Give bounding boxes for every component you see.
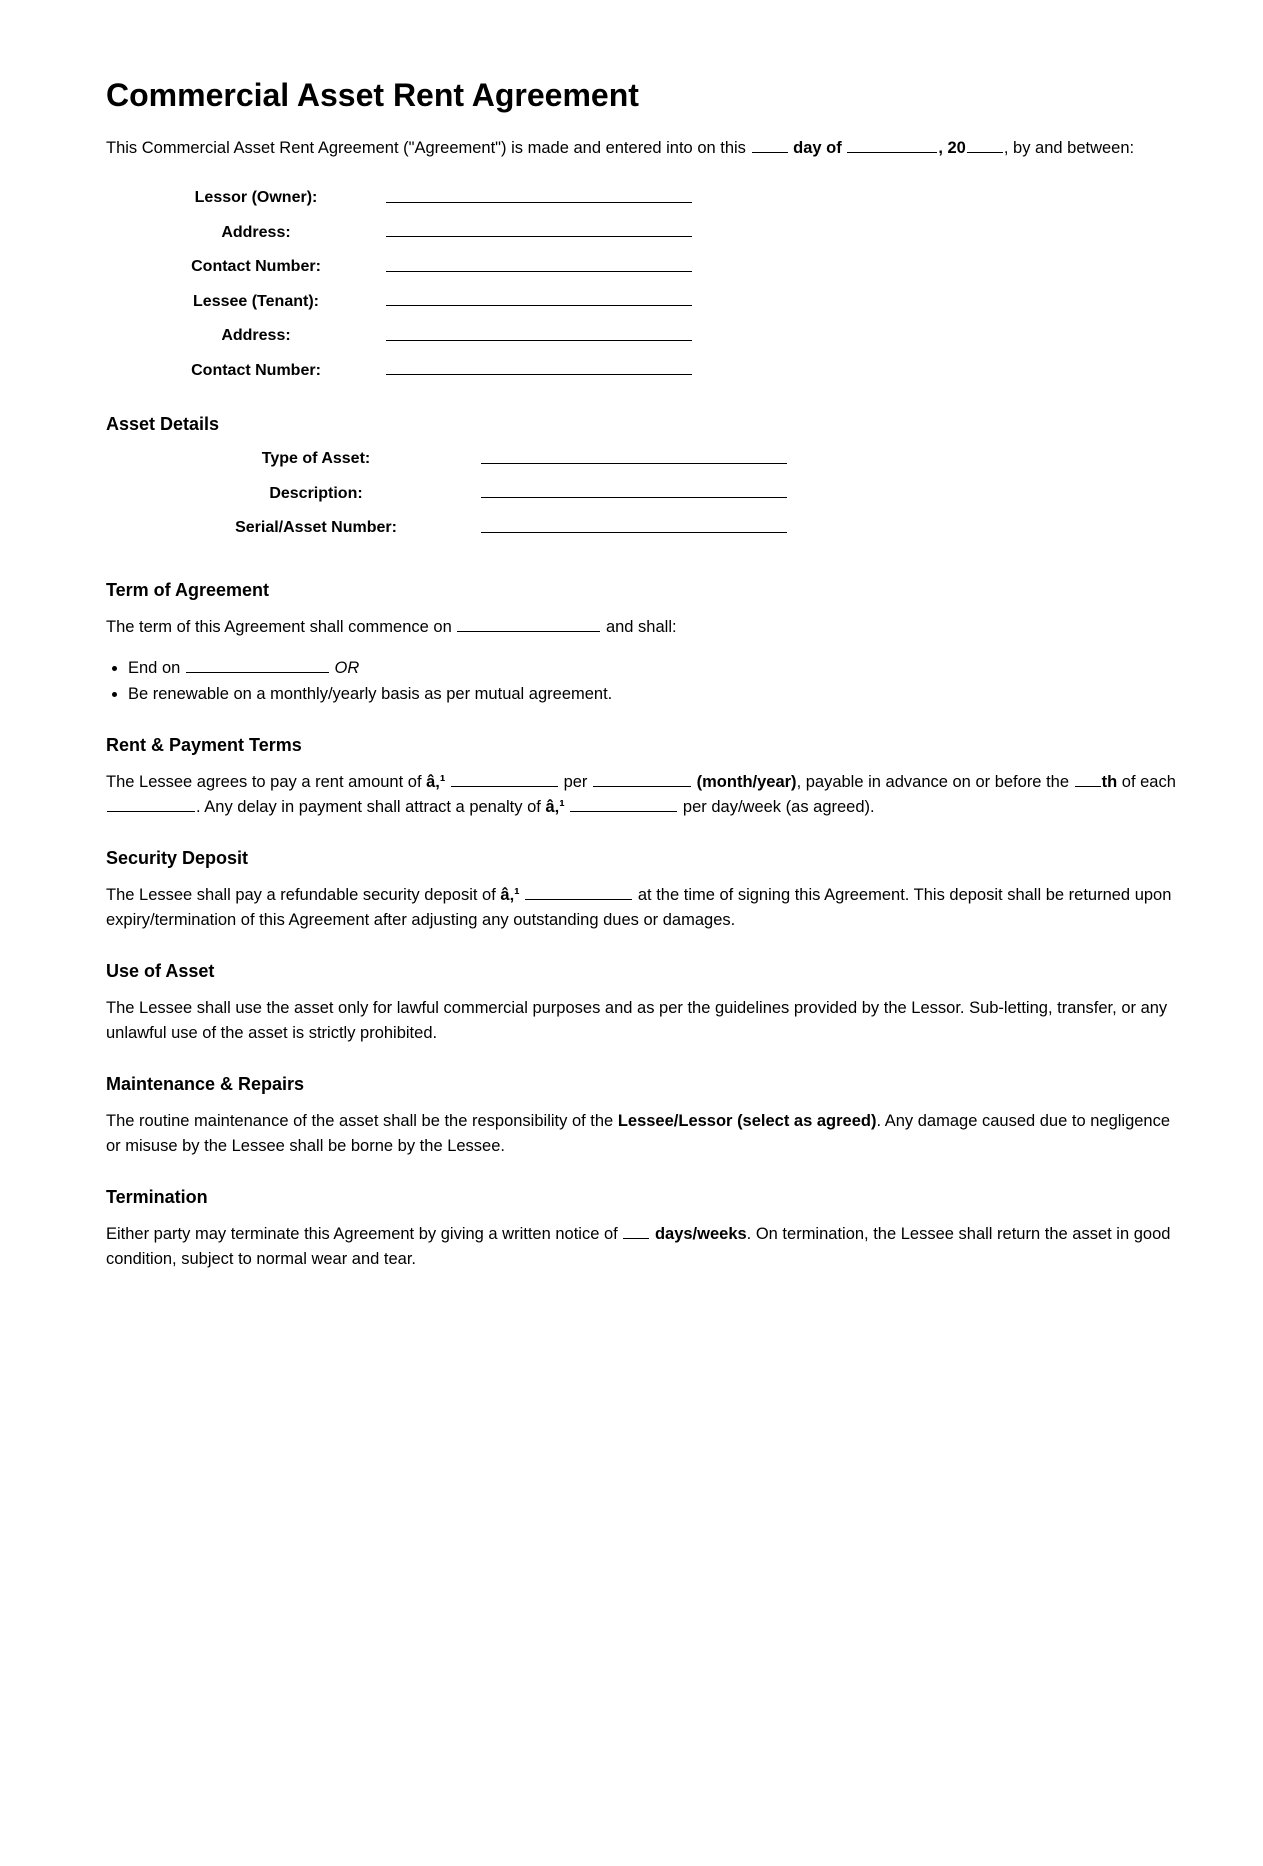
lessee-name-line[interactable] [386,285,692,320]
document-content [106,74,1176,1272]
lessee-address-line[interactable] [386,319,692,354]
asset-description-line[interactable] [481,477,787,512]
asset-row [106,511,787,546]
parties-table [106,181,692,388]
field-label: Address: [221,223,291,241]
lessor-address-line[interactable] [386,216,692,251]
term-heading: Term of Agreement [106,579,270,600]
party-row [106,216,692,251]
field-label: Contact Number: [191,258,321,276]
field-label: Lessor (Owner): [194,189,318,207]
party-row [106,354,692,389]
maintenance-paragraph: The routine maintenance of the asset shall be the responsibility of the Lessee/Lessor (select as agreed). Any damage caused due to negligence or misuse by the Lessee shall be borne by the Lessee. [106,1111,1171,1155]
field-label: Lessee (Tenant): [193,292,319,310]
rent-period-blank[interactable] [593,772,691,787]
maintenance-heading: Maintenance & Repairs [106,1073,305,1094]
asset-row [106,477,787,512]
due-period-blank[interactable] [107,797,195,812]
end-date-blank[interactable] [186,658,329,673]
asset-type-line[interactable] [481,442,787,477]
rent-section [106,733,1176,820]
field-label: Serial/Asset Number: [235,519,397,537]
deposit-amount-blank[interactable] [525,885,632,900]
deposit-heading: Security Deposit [106,847,249,868]
penalty-amount-blank[interactable] [570,797,677,812]
rent-heading: Rent & Payment Terms [106,734,302,755]
use-section [106,959,1176,1046]
party-row [106,181,692,216]
asset-details-table [106,442,787,546]
document-title: Commercial Asset Rent Agreement [106,77,639,113]
asset-serial-line[interactable] [481,511,787,546]
list-item: • Be renewable on a monthly/yearly basis as per mutual agreement. [128,682,1176,707]
use-heading: Use of Asset [106,960,215,981]
deposit-paragraph: The Lessee shall pay a refundable security deposit of â‚¹ at the time of signing this Agreement. This deposit shall be returned upon expiry/termination of this Agreement after adjusting any outstanding dues or damages. [106,885,1172,929]
month-blank[interactable] [847,138,937,153]
party-row [106,319,692,354]
field-label: Address: [221,327,291,345]
term-paragraph: The term of this Agreement shall commence on and shall: [106,617,677,636]
term-section [106,578,1176,707]
asset-row [106,442,787,477]
termination-section [106,1185,1176,1272]
rent-amount-blank[interactable] [451,772,558,787]
deposit-section [106,846,1176,933]
asset-details-heading: Asset Details [106,414,220,434]
lessee-contact-line[interactable] [386,354,692,389]
field-label: Description: [269,484,363,502]
commence-date-blank[interactable] [457,617,600,632]
party-row [106,250,692,285]
year-blank[interactable] [967,138,1003,153]
due-day-blank[interactable] [1075,772,1101,787]
termination-heading: Termination [106,1186,208,1207]
lessor-name-line[interactable] [386,181,692,216]
notice-period-blank[interactable] [623,1224,649,1239]
term-options-list [106,656,1176,707]
intro-paragraph: This Commercial Asset Rent Agreement ("Agreement") is made and entered into on this day of , 20 , by and between: [106,139,1135,157]
field-label: Type of Asset: [261,450,371,468]
list-item: • End on OR [128,656,1176,681]
field-label: Contact Number: [191,361,321,379]
termination-paragraph: Either party may terminate this Agreement by giving a written notice of days/weeks. On termination, the Lessee shall return the asset in good condition, subject to normal wear and tear. [106,1224,1171,1268]
lessor-contact-line[interactable] [386,250,692,285]
party-row [106,285,692,320]
maintenance-section [106,1072,1176,1159]
use-paragraph: The Lessee shall use the asset only for lawful commercial purposes and as per the guidelines provided by the Lessor. Sub-letting, transfer, or any unlawful use of the asset is strictly prohibited. [106,998,1168,1042]
rent-paragraph: The Lessee agrees to pay a rent amount of â‚¹ per (month/year), payable in advance on or before the th of each . Any delay in payment shall attract a penalty of â‚¹ per day/week (as agreed). [106,772,1176,816]
day-blank[interactable] [752,138,788,153]
